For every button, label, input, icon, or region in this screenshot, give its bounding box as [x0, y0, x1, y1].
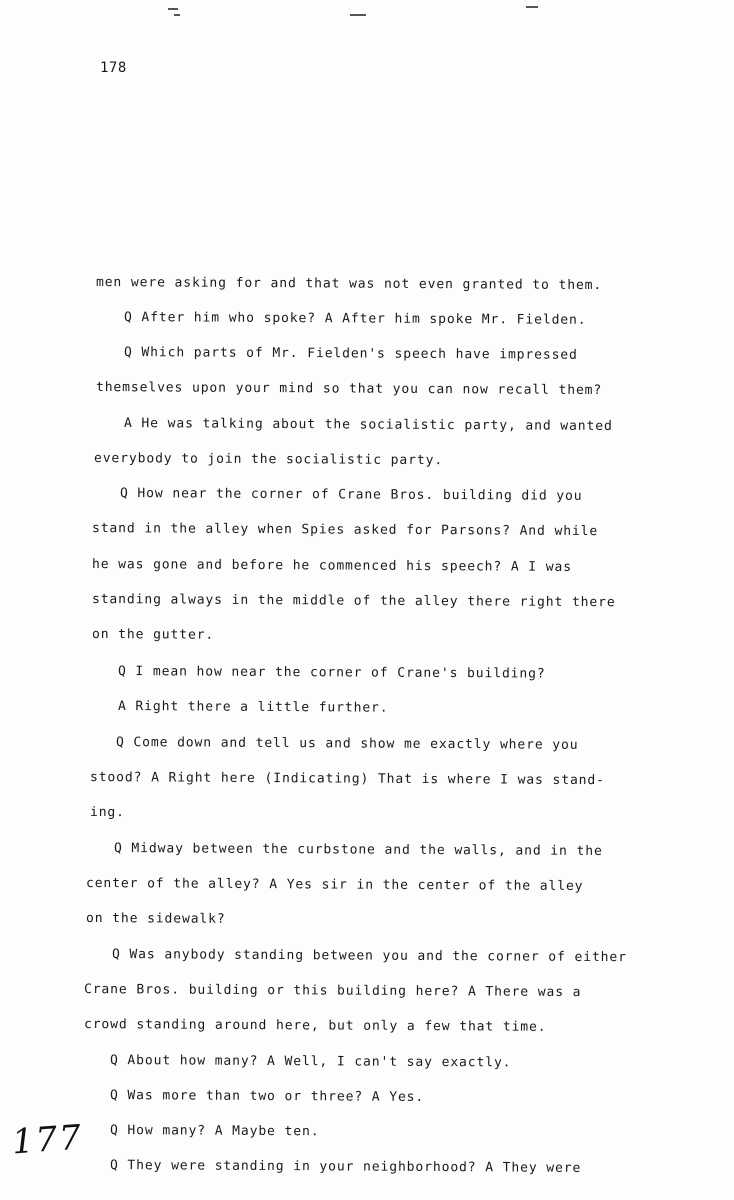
- transcript-line: standing always in the middle of the alley there right there: [91, 592, 616, 611]
- transcript-line: men were asking for and that was not even granted to them.: [95, 275, 603, 294]
- transcript-line: ing.: [89, 805, 125, 821]
- transcript-line: crowd standing around here, but only a few that time.: [83, 1017, 547, 1035]
- transcript-line: A Right there a little further.: [117, 699, 389, 716]
- transcript-line: Q How many? A Maybe ten.: [109, 1123, 320, 1140]
- transcript-line: Crane Bros. building or this building here? A There was a: [83, 982, 582, 1001]
- transcript-line: Q Was anybody standing between you and the corner of either: [111, 947, 627, 966]
- transcript-line: stood? A Right here (Indicating) That is where I was stand-: [89, 770, 605, 789]
- transcript-line: Q How near the corner of Crane Bros. building did you: [119, 486, 583, 504]
- transcript-line: center of the alley? A Yes sir in the center of the alley: [85, 876, 584, 895]
- page-number: 178: [100, 60, 127, 76]
- transcript-line: Q Come down and tell us and show me exactly where you: [115, 735, 579, 753]
- transcript-line: Q They were standing in your neighborhood? A They were: [109, 1158, 582, 1176]
- transcript-line: Q I mean how near the corner of Crane's building?: [117, 664, 546, 682]
- transcript-line: Q Midway between the curbstone and the walls, and in the: [113, 841, 603, 859]
- transcript-line: Q Was more than two or three? A Yes.: [109, 1088, 425, 1105]
- transcript-line: stand in the alley when Spies asked for Parsons? And while: [91, 521, 599, 540]
- handwritten-margin-number: 177: [10, 1117, 85, 1163]
- transcript-line: themselves upon your mind so that you can now recall them?: [95, 380, 603, 399]
- transcript-line: on the sidewalk?: [85, 911, 226, 927]
- transcript-line: Q After him who spoke? A After him spoke Mr. Fielden.: [123, 310, 587, 328]
- transcript-line: A He was talking about the socialistic party, and wanted: [123, 416, 613, 434]
- transcript-line: everybody to join the socialistic party.: [93, 451, 444, 469]
- transcript-line: on the gutter.: [91, 627, 215, 643]
- transcript-line: he was gone and before he commenced his speech? A I was: [91, 557, 573, 575]
- transcript-line: Q Which parts of Mr. Fielden's speech have impressed: [123, 345, 578, 363]
- transcript-line: Q About how many? A Well, I can't say exactly.: [109, 1053, 512, 1071]
